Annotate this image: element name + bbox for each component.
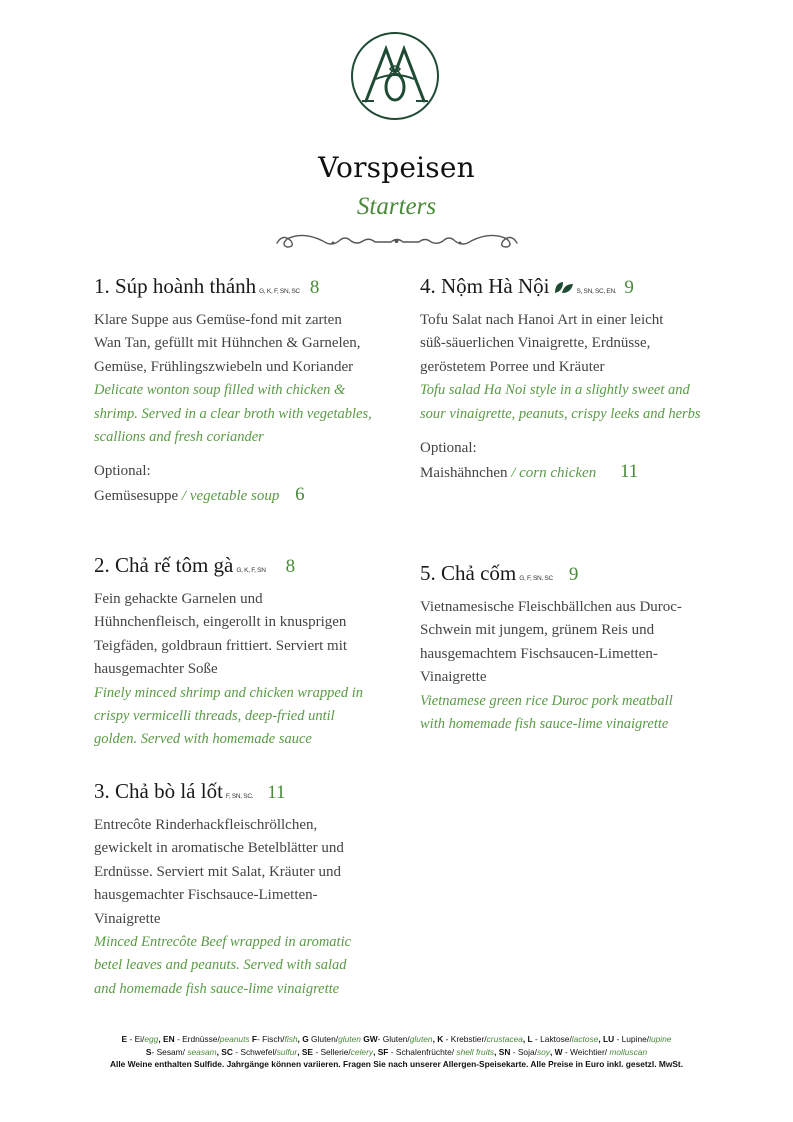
allergen-code: , SC bbox=[216, 1046, 233, 1057]
allergen-codes: S, SN, SC, EN. bbox=[576, 288, 617, 295]
text-line: crispy vermicelli threads, deep-fried until bbox=[94, 708, 335, 725]
text-line: Tofu Salat nach Hanoi Art in einer leicht bbox=[420, 312, 664, 328]
text-line: hausgemachter Fischsauce-Limetten- bbox=[94, 887, 318, 904]
description-english bbox=[94, 931, 394, 1001]
text-line: Gemüse, Frühlingszwiebeln und Koriander bbox=[94, 358, 354, 375]
description-german bbox=[94, 814, 394, 931]
allergen-english: fish bbox=[284, 1034, 298, 1044]
text-line: golden. Served with homemade sauce bbox=[94, 731, 312, 748]
item-price: 8 bbox=[309, 277, 320, 298]
allergen-code: , G bbox=[297, 1034, 309, 1044]
restaurant-logo bbox=[350, 31, 440, 121]
allergen-english: seasam bbox=[187, 1046, 217, 1057]
description-english bbox=[94, 379, 394, 449]
allergen-code: F bbox=[249, 1034, 258, 1044]
allergen-code: , SF bbox=[373, 1046, 389, 1057]
allergen-code: , L bbox=[522, 1034, 533, 1044]
allergen-english: lupine bbox=[649, 1034, 672, 1044]
item-name: 1. Súp hoành thánh bbox=[94, 274, 257, 298]
item-price: 9 bbox=[568, 564, 579, 585]
text-line: Vinaigrette bbox=[94, 910, 161, 927]
allergen-german: - Krebstier/ bbox=[443, 1034, 487, 1044]
allergen-german: - Sellerie/ bbox=[313, 1046, 351, 1057]
allergen-german: Gluten/ bbox=[308, 1034, 339, 1044]
text-line: shrimp. Served in a clear broth with vegetables, bbox=[94, 405, 372, 422]
text-line: süß-säuerlichen Vinaigrette, Erdnüsse, bbox=[420, 335, 651, 352]
allergen-legend-line-1 bbox=[0, 1033, 793, 1046]
allergen-english: celery bbox=[350, 1046, 374, 1057]
optional-variant bbox=[94, 483, 394, 508]
text-line: Tofu salad Ha Noi style in a slightly sweet and bbox=[420, 382, 690, 399]
allergen-english: lactose bbox=[571, 1034, 599, 1044]
text-line: hausgemachter Soße bbox=[94, 661, 218, 678]
allergen-german: - Laktose/ bbox=[532, 1034, 572, 1044]
text-line: hausgemachtem Fischsaucen-Limetten- bbox=[420, 645, 658, 662]
allergen-german: - Soja/ bbox=[510, 1046, 537, 1057]
allergen-codes: G, K, F, SN, SC bbox=[259, 288, 300, 295]
optional-price: 11 bbox=[619, 461, 639, 483]
text-line: Schwein mit jungem, grünem Reis und bbox=[420, 622, 655, 639]
description-english bbox=[94, 682, 394, 752]
item-name: 2. Chả rế tôm gà bbox=[94, 553, 234, 577]
text-line: Entrecôte Rinderhackfleischröllchen, bbox=[94, 817, 318, 833]
item-name: 5. Chả cốm bbox=[420, 561, 517, 585]
item-name: 4. Nộm Hà Nội bbox=[420, 274, 550, 298]
allergen-german: - Lupine/ bbox=[614, 1034, 650, 1044]
vegan-leaf-icon bbox=[554, 281, 574, 295]
allergen-english: crustacea bbox=[486, 1034, 523, 1044]
allergen-code: E bbox=[121, 1034, 128, 1044]
footer-note: Alle Weine enthalten Sulfide. Jahrgänge können variieren. Fragen Sie nach unserer Allergen-Speisekarte. Alle Preise in Euro inkl. gesetzl. MwSt. bbox=[109, 1059, 684, 1070]
allergen-german: - Ei/ bbox=[127, 1034, 145, 1044]
text-line: Vietnamese green rice Duroc pork meatball bbox=[420, 692, 673, 709]
page-title: Vorspeisen bbox=[318, 151, 475, 184]
allergen-english: soy bbox=[536, 1046, 550, 1057]
text-line: Teigfäden, goldbraun frittiert. Serviert mit bbox=[94, 637, 348, 654]
optional-english: / vegetable soup bbox=[181, 488, 280, 505]
menu-item-4 bbox=[420, 273, 720, 485]
description-english bbox=[420, 690, 720, 737]
allergen-code: , SN bbox=[494, 1046, 511, 1057]
text-line: Delicate wonton soup filled with chicken & bbox=[94, 382, 346, 399]
optional-variant bbox=[420, 460, 720, 485]
text-line: with homemade fish sauce-lime vinaigrette bbox=[420, 716, 669, 733]
allergen-english: peanuts bbox=[219, 1034, 250, 1044]
allergen-english: gluten bbox=[338, 1034, 361, 1044]
text-line: Fein gehackte Garnelen und bbox=[94, 591, 263, 607]
optional-label: Optional: bbox=[420, 440, 477, 457]
allergen-code: , SE bbox=[297, 1046, 314, 1057]
allergen-code: S bbox=[145, 1046, 152, 1057]
optional-english: / corn chicken bbox=[511, 465, 597, 482]
allergen-code: GW bbox=[360, 1034, 378, 1044]
page-subtitle: Starters bbox=[356, 193, 437, 220]
item-name: 3. Chả bò lá lốt bbox=[94, 779, 223, 803]
menu-item-2 bbox=[94, 552, 394, 752]
optional-german: Gemüsesuppe bbox=[94, 488, 179, 505]
item-heading bbox=[420, 273, 720, 305]
text-line: Erdnüsse. Serviert mit Salat, Kräuter und bbox=[94, 863, 342, 880]
allergen-codes: G, F, SN, SC bbox=[519, 575, 553, 582]
item-heading bbox=[94, 273, 394, 305]
text-line: gewickelt in aromatische Betelblätter und bbox=[94, 840, 344, 857]
allergen-german: - Erdnüsse/ bbox=[174, 1034, 220, 1044]
description-english bbox=[420, 379, 720, 426]
text-line: Finely minced shrimp and chicken wrapped in bbox=[94, 684, 363, 701]
allergen-german: - Schwefel/ bbox=[232, 1046, 277, 1057]
description-german bbox=[420, 596, 720, 690]
item-price: 11 bbox=[267, 782, 286, 803]
menu-item-3 bbox=[94, 778, 394, 1001]
allergen-english: gluten bbox=[409, 1034, 433, 1044]
allergen-english: shell fruits bbox=[456, 1046, 495, 1057]
allergen-codes: F, SN, SC. bbox=[225, 793, 254, 800]
text-line: Wan Tan, gefüllt mit Hühnchen & Garnelen, bbox=[94, 335, 361, 352]
item-heading bbox=[94, 552, 394, 584]
allergen-english: egg bbox=[144, 1034, 159, 1044]
text-line: scallions and fresh coriander bbox=[94, 429, 264, 446]
allergen-german: - Gluten/ bbox=[377, 1034, 410, 1044]
item-heading bbox=[94, 778, 394, 810]
text-line: Hühnchenfleisch, eingerollt in knusprigen bbox=[94, 614, 347, 631]
menu-item-5 bbox=[420, 560, 720, 736]
description-german bbox=[94, 309, 394, 379]
menu-item-1 bbox=[94, 273, 394, 508]
allergen-german: - Sesam/ bbox=[151, 1046, 188, 1057]
allergen-code: , LU bbox=[598, 1034, 615, 1044]
allergen-legend bbox=[0, 1033, 793, 1071]
item-price: 9 bbox=[624, 277, 634, 298]
allergen-english: molluscan bbox=[609, 1046, 648, 1057]
allergen-german: - Fisch/ bbox=[257, 1034, 285, 1044]
text-line: and homemade fish sauce-lime vinaigrette bbox=[94, 980, 340, 997]
allergen-german: - Weichtier/ bbox=[562, 1046, 610, 1057]
optional-label: Optional: bbox=[94, 463, 151, 480]
allergen-code: , K bbox=[432, 1034, 444, 1044]
description-german bbox=[420, 309, 720, 379]
allergen-english: sulfur bbox=[276, 1046, 298, 1057]
allergen-code: , W bbox=[549, 1046, 563, 1057]
description-german bbox=[94, 588, 394, 682]
text-line: Vinaigrette bbox=[420, 669, 487, 686]
text-line: Minced Entrecôte Beef wrapped in aromatic bbox=[94, 934, 352, 951]
allergen-german: - Schalenfrüchte/ bbox=[388, 1046, 457, 1057]
flourish-divider bbox=[273, 229, 520, 253]
item-heading bbox=[420, 560, 720, 592]
optional-german: Maishähnchen bbox=[420, 465, 508, 482]
text-line: Vietnamesische Fleischbällchen aus Duroc- bbox=[420, 599, 682, 615]
item-price: 8 bbox=[285, 556, 296, 577]
allergen-code: , EN bbox=[158, 1034, 175, 1044]
allergen-codes: G, K, F, SN bbox=[236, 567, 266, 574]
text-line: sour vinaigrette, peanuts, crispy leeks and herbs bbox=[420, 405, 701, 422]
optional-price: 6 bbox=[295, 484, 305, 506]
allergen-legend-line-2 bbox=[0, 1046, 793, 1059]
text-line: geröstetem Porree und Kräuter bbox=[420, 358, 605, 375]
text-line: Klare Suppe aus Gemüse-fond mit zarten bbox=[94, 312, 342, 328]
text-line: betel leaves and peanuts. Served with salad bbox=[94, 957, 347, 974]
